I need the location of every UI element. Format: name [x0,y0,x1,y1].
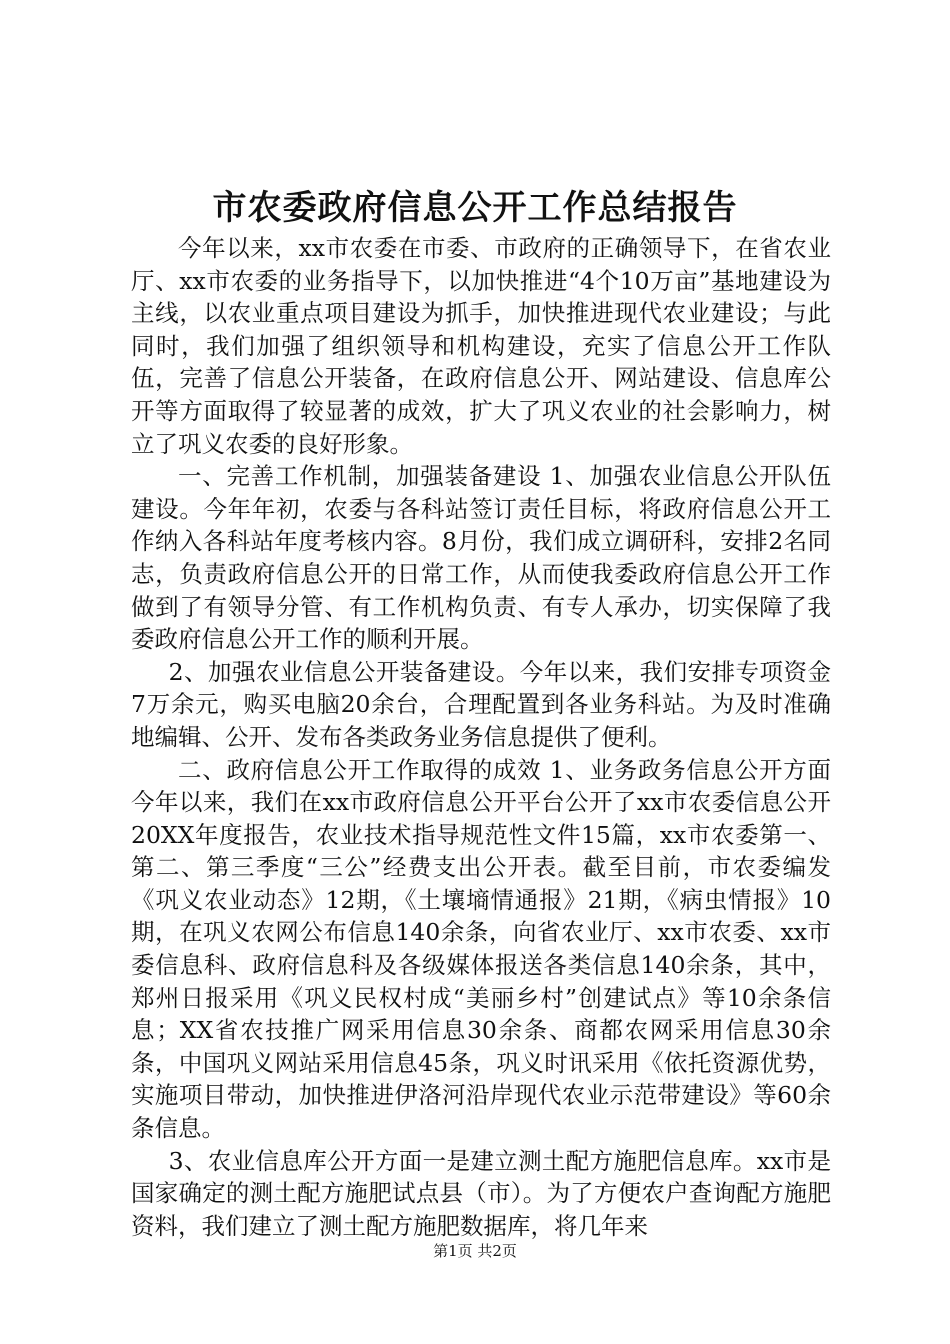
paragraph-section-1: 一、完善工作机制，加强装备建设 1、加强农业信息公开队伍建设。今年年初，农委与各科站签订责任目标，将政府信息公开工作纳入各科站年度考核内容。8月份，我们成立调研科，安排2名同志，负责政府信息公开的日常工作，从而使我委政府信息公开工作做到了有领导分管、有工作机构负责、有专人承办，切实保障了我委政府信息公开工作的顺利开展。 [131,462,831,654]
document-title: 市农委政府信息公开工作总结报告 [212,188,738,228]
paragraph-section-2: 二、政府信息公开工作取得的成效 1、业务政务信息公开方面今年以来，我们在xx市政府信息公开平台公开了xx市农委信息公开20XX年度报告，农业技术指导规范性文件15篇，xx市农委第一、第二、第三季度“三公”经费支出公开表。截至目前，市农委编发《巩义农业动态》12期，《土壤墒情通报》21期，《病虫情报》10期，在巩义农网公布信息140余条，向省农业厅、xx市农委、xx市委信息科、政府信息科及各级媒体报送各类信息140余条，其中，郑州日报采用《巩义民权村成“美丽乡村”创建试点》等10余条信息；XX省农技推广网采用信息30余条、商都农网采用信息30余条，中国巩义网站采用信息45条，巩义时讯采用《依托资源优势，实施项目带动，加快推进伊洛河沿岸现代农业示范带建设》等60余条信息。 [131,755,831,1143]
paragraph-item-2: 2、加强农业信息公开装备建设。今年以来，我们安排专项资金7万余元，购买电脑20余台，合理配置到各业务科站。为及时准确地编辑、公开、发布各类政务业务信息提供了便利。 [131,657,831,751]
document-body [131,232,831,1242]
paragraph-item-3: 3、农业信息库公开方面一是建立测土配方施肥信息库。xx市是国家确定的测土配方施肥试点县（市）。为了方便农户查询配方施肥资料，我们建立了测土配方施肥数据库，将几年来 [131,1146,831,1240]
paragraph-intro: 今年以来，xx市农委在市委、市政府的正确领导下，在省农业厅、xx市农委的业务指导下，以加快推进“4个10万亩”基地建设为主线，以农业重点项目建设为抓手，加快推进现代农业建设；与此同时，我们加强了组织领导和机构建设，充实了信息公开工作队伍，完善了信息公开装备，在政府信息公开、网站建设、信息库公开等方面取得了较显著的成效，扩大了巩义农业的社会影响力，树立了巩义农委的良好形象。 [131,234,831,458]
page-number-footer: 第1页 共2页 [433,1242,517,1260]
